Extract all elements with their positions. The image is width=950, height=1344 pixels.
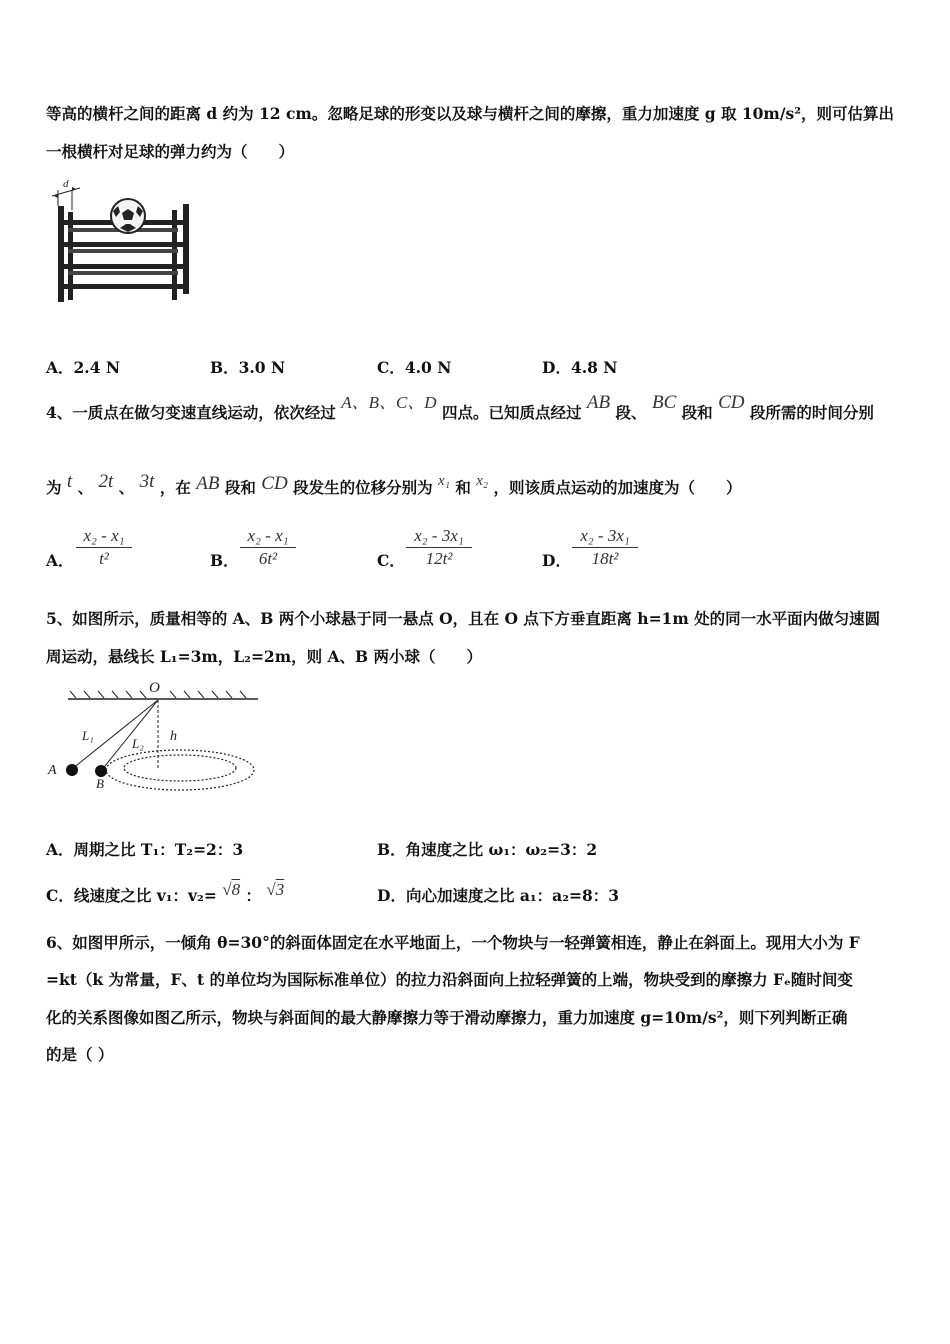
q3-line-1: 等高的横杆之间的距离 d 约为 12 cm。忽略足球的形变以及球与横杆之间的摩擦，重力加速度 g 取 10m/s²，则可估算出	[46, 104, 895, 123]
q5-line-2: 周运动，悬线长 L₁=3m，L₂=2m，则 A、B 两小球（ ）	[46, 647, 483, 666]
q5-option-a: A．周期之比 T₁：T₂=2：3	[46, 840, 244, 859]
q4-option-c-label: C．	[377, 551, 405, 570]
q4-seg-bc: BC	[651, 392, 677, 413]
label-h: h	[170, 729, 177, 744]
q4-line-1	[46, 392, 874, 424]
q4-seg-ab-2: AB	[196, 473, 220, 494]
label-b: B	[96, 776, 104, 791]
fraction-denominator: 6t²	[258, 549, 278, 568]
q4-option-c-fraction	[406, 525, 472, 570]
q4-seg-ab: AB	[586, 392, 611, 413]
q3-option-c: C．4.0 N	[377, 358, 452, 377]
fraction-numerator: x₂ - 3x₁	[572, 525, 638, 548]
q4-t3: 3t	[139, 471, 155, 492]
q6-line-2: =kt（k 为常量，F、t 的单位均为国际标准单位）的拉力沿斜面向上拉轻弹簧的上端，物块受到的摩擦力 Fₑ随时间变	[46, 970, 853, 989]
q4-text: ，在	[159, 478, 191, 497]
q4-x1: x₁	[438, 473, 450, 489]
conical-pendulum-figure	[46, 678, 266, 796]
q4-seg-cd-2: CD	[261, 473, 288, 494]
label-a: A	[48, 763, 57, 778]
sqrt-3: √3	[266, 880, 285, 899]
sqrt-3-radicand: 3	[275, 880, 285, 899]
fraction-denominator: 18t²	[591, 549, 619, 568]
label-l2: L₂	[132, 736, 144, 751]
q5-option-c-text: C．线速度之比 v₁：v₂=	[46, 886, 217, 905]
q4-line-2	[46, 471, 742, 499]
q4-text: 4、一质点在做匀变速直线运动，依次经过	[46, 403, 336, 422]
q4-t1: t	[66, 471, 73, 492]
q5-option-b: B．角速度之比 ω₁：ω₂=3：2	[377, 840, 598, 859]
q4-text: 段所需的时间分别	[749, 403, 874, 422]
q5-line-1: 5、如图所示，质量相等的 A、B 两个小球悬于同一悬点 O，且在 O 点下方垂直距离 h=1m 处的同一水平面内做匀速圆	[46, 609, 881, 628]
q4-text: 为	[46, 478, 62, 497]
sqrt-8-radicand: 8	[231, 880, 241, 899]
q4-seg-cd: CD	[718, 392, 745, 413]
ball-a	[66, 764, 78, 776]
q3-option-d: D．4.8 N	[542, 358, 618, 377]
q4-text: 、	[77, 478, 94, 497]
q4-option-d-fraction	[572, 525, 638, 570]
shelf-football-figure	[50, 178, 200, 306]
q4-text: 段和	[224, 478, 256, 497]
q4-option-b-label: B．	[210, 551, 239, 570]
q6-line-3: 化的关系图像如图乙所示，物块与斜面间的最大静摩擦力等于滑动摩擦力，重力加速度 g=10m/s²，则下列判断正确	[46, 1008, 848, 1027]
q6-line-1: 6、如图甲所示，一倾角 θ=30°的斜面体固定在水平地面上，一个物块与一轻弹簧相连，静止在斜面上。现用大小为 F	[46, 933, 860, 952]
q4-text: 、	[118, 478, 135, 497]
label-o: O	[149, 680, 160, 696]
q4-option-d-label: D．	[542, 551, 571, 570]
q3-line-2: 一根横杆对足球的弹力约为（ ）	[46, 142, 295, 161]
q4-points: A、B、C、D	[341, 393, 437, 412]
q4-text: 和	[455, 478, 471, 497]
q4-t2: 2t	[98, 471, 114, 492]
q5-option-c	[46, 880, 285, 906]
q4-text: ，则该质点运动的加速度为（ ）	[493, 478, 742, 497]
q4-text: 段、	[615, 403, 647, 422]
q4-text: 段发生的位移分别为	[293, 478, 433, 497]
q4-option-a-label: A．	[46, 551, 74, 570]
q4-option-a-fraction	[76, 525, 132, 570]
q5-option-c-colon: ：	[245, 886, 261, 905]
d-label: d	[63, 178, 69, 190]
q4-text: 四点。已知质点经过	[442, 403, 582, 422]
q6-line-4: 的是（ ）	[46, 1045, 114, 1064]
fraction-numerator: x₂ - x₁	[76, 525, 132, 548]
fraction-denominator: t²	[99, 549, 109, 568]
q3-option-b: B．3.0 N	[210, 358, 286, 377]
q4-x2: x₂	[476, 473, 489, 489]
fraction-numerator: x₂ - x₁	[240, 525, 296, 548]
label-l1: L₁	[82, 728, 94, 743]
q3-option-a: A．2.4 N	[46, 358, 121, 377]
q4-option-b-fraction	[240, 525, 296, 570]
sqrt-8: √8	[222, 880, 241, 899]
football-icon	[111, 199, 145, 233]
fraction-denominator: 12t²	[425, 549, 453, 568]
q5-option-d: D．向心加速度之比 a₁：a₂=8：3	[377, 886, 620, 905]
fraction-numerator: x₂ - 3x₁	[406, 525, 472, 548]
q4-text: 段和	[681, 403, 713, 422]
